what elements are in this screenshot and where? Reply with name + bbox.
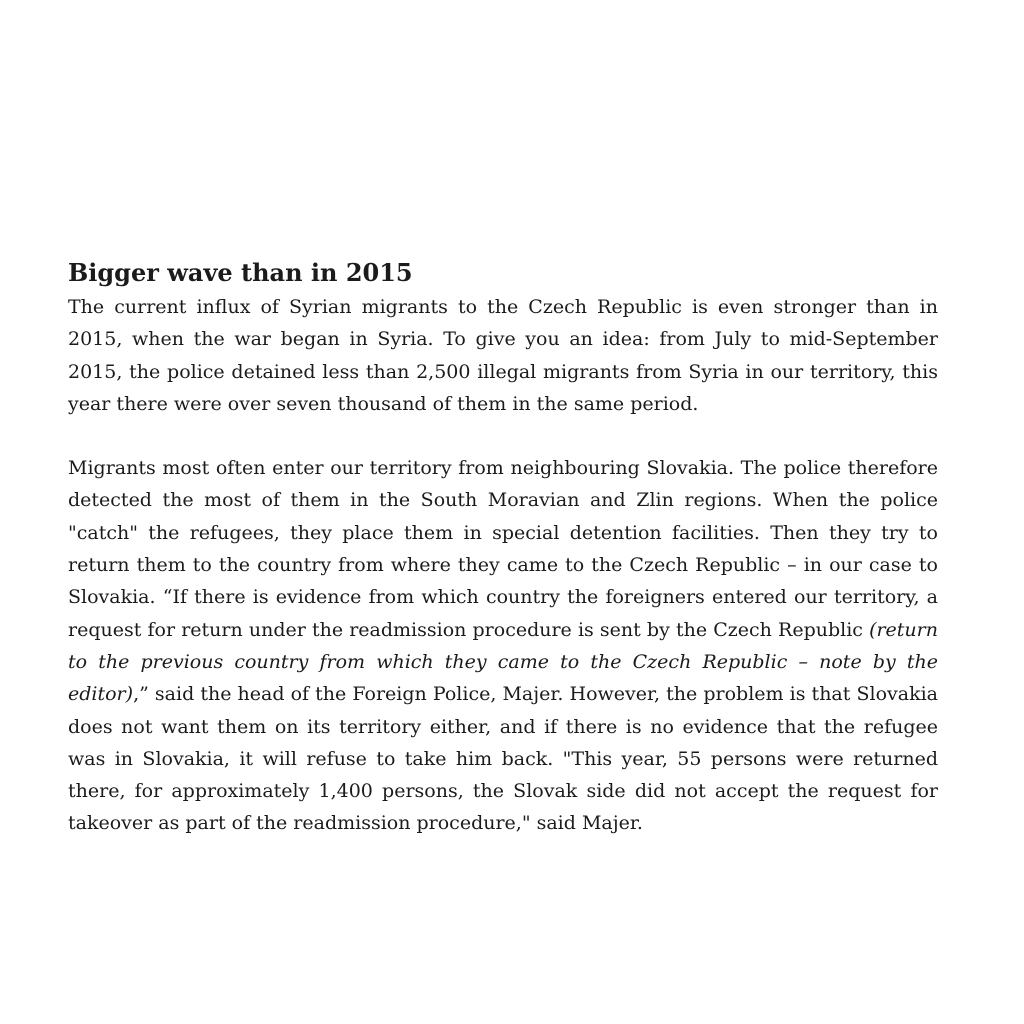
- editor-note: (return to the previous country from which they came to the Czech Republic – note by the editor): [68, 618, 938, 706]
- paragraph-1: The current influx of Syrian migrants to the Czech Republic is even stronger than in 2015, when the war began in Syria. To give you an idea: from July to mid-September 2015, the police detained less than 2,500 illegal migrants from Syria in our territory, this year there were over seven thousand of them in the same period.: [68, 296, 938, 415]
- document-body: [68, 255, 938, 840]
- paragraph-2-text-end: ,” said the head of the Foreign Police, Majer. However, the problem is that Slovakia does not want them on its territory either, and if there is no evidence that the refugee was in Slovakia, it will refuse to take him back. "This year, 55 persons were returned there, for approximately 1,400 persons, the Slovak side did not accept the request for takeover as part of the readmission procedure," said Majer.: [68, 683, 938, 835]
- paragraph-2: [68, 452, 938, 840]
- paragraph-2-text-start: Migrants most often enter our territory from neighbouring Slovakia. The police therefore detected the most of them in the South Moravian and Zlin regions. When the police "catch" the refugees, they place them in special detention facilities. Then they try to return them to the country from where they came to the Czech Republic – in our case to Slovakia. “If there is evidence from which country the foreigners entered our territory, a request for return under the readmission procedure is sent by the Czech Republic: [68, 457, 938, 641]
- section-heading: Bigger wave than in 2015: [68, 258, 413, 287]
